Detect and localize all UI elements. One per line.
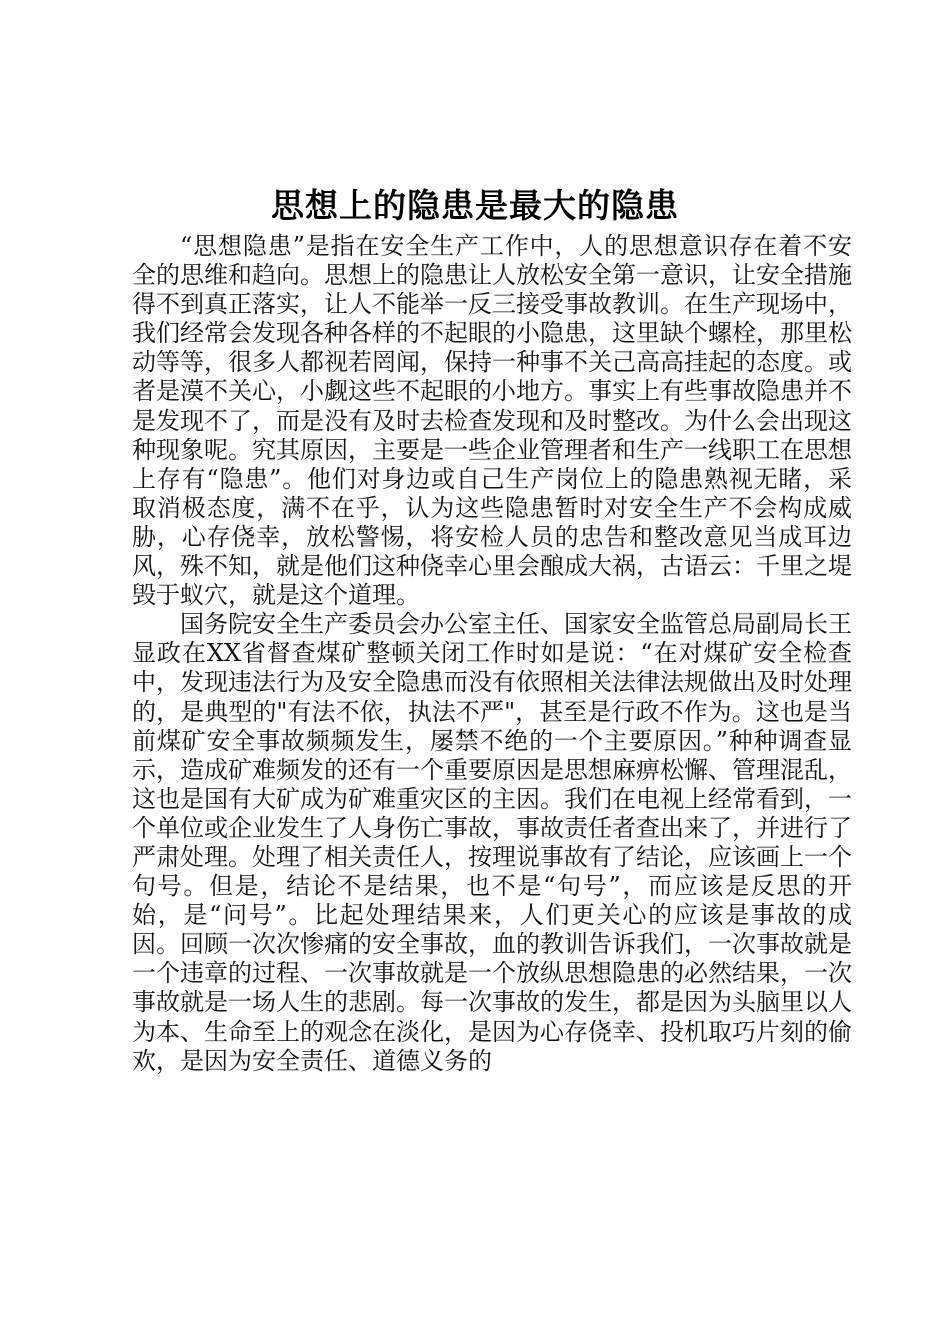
document-title: 思想上的隐患是最大的隐患 [271, 186, 679, 225]
document-body [132, 232, 852, 1076]
paragraph-1: “思想隐患”是指在安全生产工作中，人的思想意识存在着不安全的思维和趋向。思想上的隐患让人放松安全第一意识，让安全措施得不到真正落实，让人不能举一反三接受事故教训。在生产现场中，我们经常会发现各种各样的不起眼的小隐患，这里缺个螺栓，那里松动等等，很多人都视若罔闻，保持一种事不关己高高挂起的态度。或者是漠不关心，小觑这些不起眼的小地方。事实上有些事故隐患并不是发现不了，而是没有及时去检查发现和及时整改。为什么会出现这种现象呢。究其原因，主要是一些企业管理者和生产一线职工在思想上存有“隐患”。他们对身边或自己生产岗位上的隐患熟视无睹，采取消极态度，满不在乎，认为这些隐患暂时对安全生产不会构成威胁，心存侥幸，放松警惕，将安检人员的忠告和整改意见当成耳边风，殊不知，就是他们这种侥幸心里会酿成大祸，古语云：千里之堤毁于蚁穴，就是这个道理。 [132, 232, 852, 610]
paragraph-2: 国务院安全生产委员会办公室主任、国家安全监管总局副局长王显政在XX省督查煤矿整顿关闭工作时如是说：“在对煤矿安全检查中，发现违法行为及安全隐患而没有依照相关法律法规做出及时处理的，是典型的"有法不依，执法不严"，甚至是行政不作为。这也是当前煤矿安全事故频频发生，屡禁不绝的一个主要原因。”种种调查显示，造成矿难频发的还有一个重要原因是思想麻痹松懈、管理混乱，这也是国有大矿成为矿难重灾区的主因。我们在电视上经常看到，一个单位或企业发生了人身伤亡事故，事故责任者查出来了，并进行了严肃处理。处理了相关责任人，按理说事故有了结论，应该画上一个句号。但是，结论不是结果，也不是“句号”，而应该是反思的开始，是“问号”。比起处理结果来，人们更关心的应该是事故的成因。回顾一次次惨痛的安全事故，血的教训告诉我们，一次事故就是一个违章的过程、一次事故就是一个放纵思想隐患的必然结果，一次事故就是一场人生的悲剧。每一次事故的发生，都是因为头脑里以人为本、生命至上的观念在淡化，是因为心存侥幸、投机取巧片刻的偷欢，是因为安全责任、道德义务的 [132, 610, 852, 1075]
